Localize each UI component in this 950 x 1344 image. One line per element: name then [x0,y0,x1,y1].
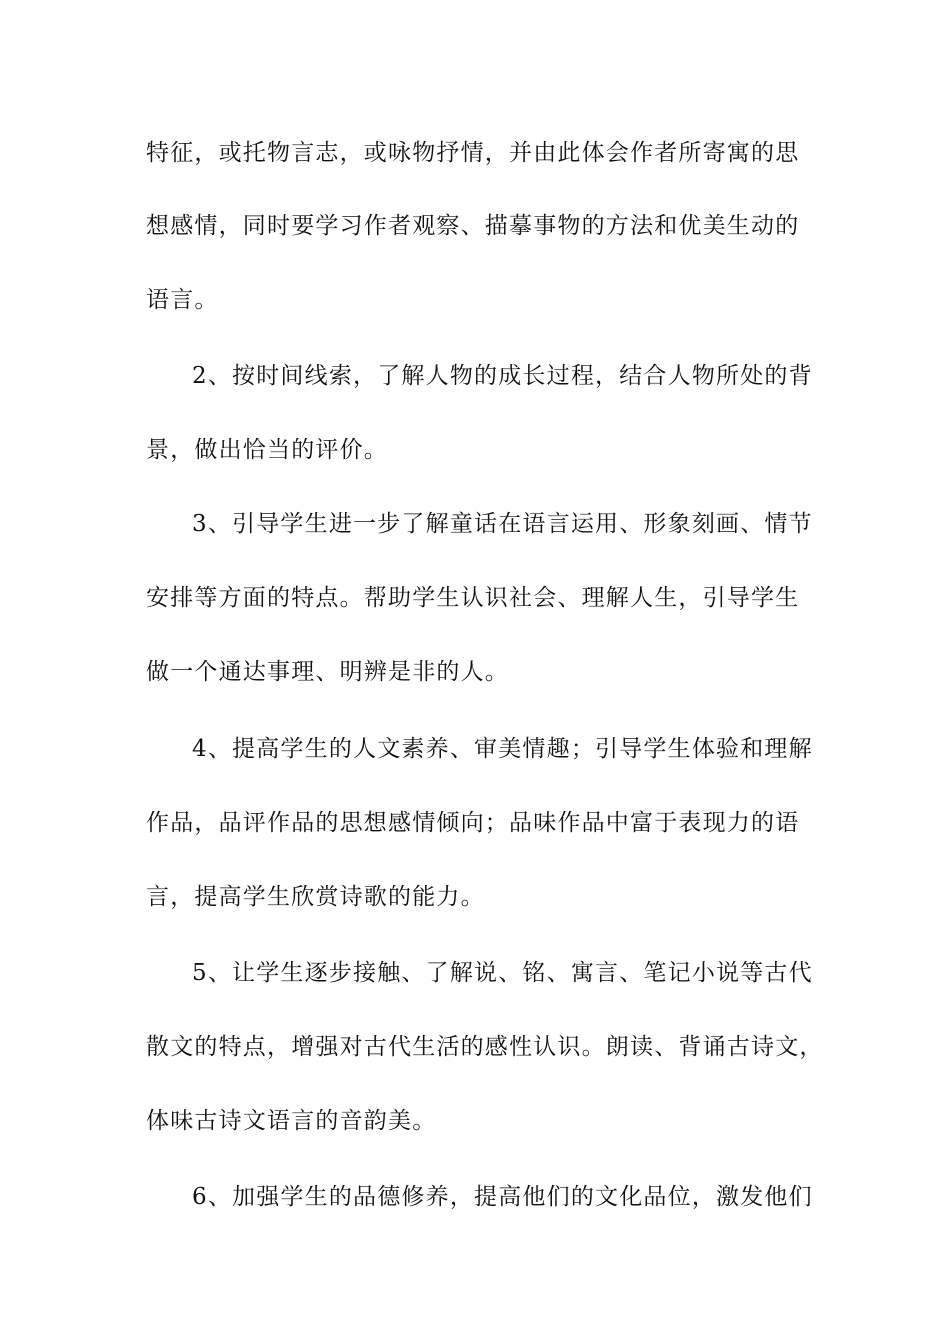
text-line: 4、提高学生的人文素养、审美情趣；引导学生体验和理解 [192,736,813,762]
text-line: 2、按时间线索，了解人物的成长过程，结合人物所处的背 [192,363,813,389]
text-line: 6、加强学生的品德修养，提高他们的文化品位，激发他们 [192,1184,813,1210]
text-line: 安排等方面的特点。帮助学生认识社会、理解人生，引导学生 [146,585,800,611]
text-line: 做一个通达事理、明辨是非的人。 [146,659,509,685]
text-line: 语言。 [146,287,219,313]
text-line: 5、让学生逐步接触、了解说、铭、寓言、笔记小说等古代 [192,960,813,986]
text-line: 言，提高学生欣赏诗歌的能力。 [146,884,485,910]
text-line: 散文的特点，增强对古代生活的感性认识。朗读、背诵古诗文， [146,1034,824,1060]
text-line: 作品，品评作品的思想感情倾向；品味作品中富于表现力的语 [146,810,800,836]
text-line: 3、引导学生进一步了解童话在语言运用、形象刻画、情节 [192,511,813,537]
text-line: 想感情，同时要学习作者观察、描摹事物的方法和优美生动的 [146,213,800,239]
text-line: 特征，或托物言志，或咏物抒情，并由此体会作者所寄寓的思 [146,140,800,166]
text-line: 景，做出恰当的评价。 [146,437,388,463]
text-line: 体味古诗文语言的音韵美。 [146,1108,437,1134]
